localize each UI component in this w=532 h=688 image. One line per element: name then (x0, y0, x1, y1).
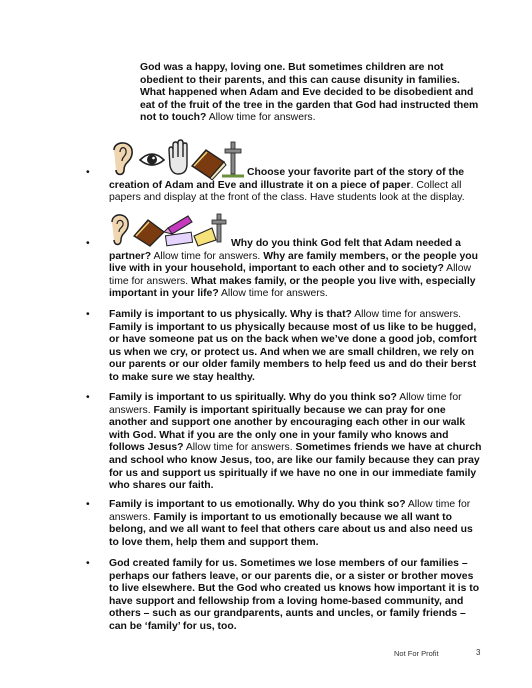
item-plain-text: Allow time for answers. (151, 250, 264, 262)
item-family-spiritually (109, 392, 485, 493)
item-plain-text: Allow time for answers. (218, 288, 328, 300)
item-bold-text: Why do you think God felt that Adam needed a partner? (109, 238, 461, 262)
item-god-created-family (109, 558, 485, 634)
item-bold-text: Family is important to us emotionally. Why do you think so? (109, 499, 406, 510)
footer-text: Not For Profit (394, 649, 439, 658)
item-bold-text: Family is important spiritually because we can pray for one another and support one another by encouraging each other in our walk with God. What if you are the only one in your family who knows and follows Jesus? (109, 404, 466, 454)
bullet: • (86, 558, 90, 569)
item-bold-text: Family is important to us physically. Why is that? (109, 309, 352, 320)
intro-bold: God was a happy, loving one. But sometimes children are not obedient to their parents, and this can cause disunity in families. What happened when Adam and Eve decided to be disobedient and eat of the fruit of the tree in the garden that God had instructed them not to touch? (140, 62, 479, 124)
item-plain-text: Allow time for answers. (109, 263, 471, 287)
intro-paragraph (140, 62, 482, 125)
item-family-emotionally (109, 499, 485, 549)
item-adam-partner (109, 238, 485, 301)
bullet: • (86, 309, 90, 320)
item-bold-text: Sometimes friends we have at church and school who know Jesus, too, are like our family because they can pray for us and support us spiritually if we have no one in our immediate family who shares our faith. (109, 442, 482, 492)
bullet: • (86, 392, 90, 403)
item-bold-text: Family is important to us emotionally because we all want to belong, and we all want to feel that others care about us and also need us to love them, help them and support them. (109, 511, 473, 548)
item-plain-text: Allow time for answers. (109, 499, 471, 523)
item-bold-text: Why are family members, or the people you live with in your household, important to each other and to society? (109, 250, 478, 275)
item-creation-drawing (109, 167, 485, 205)
bullet: • (86, 499, 90, 510)
item-plain-text: Allow time for answers. (109, 392, 462, 416)
item-bold-text: What makes family, or the people you live with, especially important in your life? (109, 275, 476, 300)
item-plain-text: Allow time for answers. (183, 442, 296, 454)
bullet: • (86, 167, 90, 178)
item-plain-text: Allow time for answers. (351, 309, 462, 320)
eye-icon (140, 154, 164, 165)
item-bold-text: Family is important to us spiritually. Why do you think so? (109, 392, 397, 403)
item-bold-text: Family is important to us physically because most of us like to be hugged, or have someone pat us on the back when we’ve done a good job, comfort us when we cry, or protect us. And when we are small children, we rely on our parents or our older family members to help feed us and do their berst to make sure we stay healthy. (109, 321, 477, 383)
bullet: • (86, 238, 90, 249)
page-number: 3 (476, 648, 481, 657)
item-bold-text: God created family for us. Sometimes we lose members of our families – perhaps our fathers leave, or our parents die, or a sister or brother moves to live elsewhere. But the God who created us knows how important it is to have support and fellowship from a loving home-based community, and others – such as our grandparents, aunts and uncles, or family friends – can be ‘family’ for us, too. (109, 558, 480, 632)
item-plain-text: . Collect all papers and display at the front of the class. Have students look at the display. (109, 179, 465, 204)
intro-plain: Allow time for answers. (206, 112, 316, 124)
item-family-physically (109, 309, 485, 385)
item-bold-text: Choose your favorite part of the story of the creation of Adam and Eve and illustrate it on a piece of paper (109, 167, 465, 191)
